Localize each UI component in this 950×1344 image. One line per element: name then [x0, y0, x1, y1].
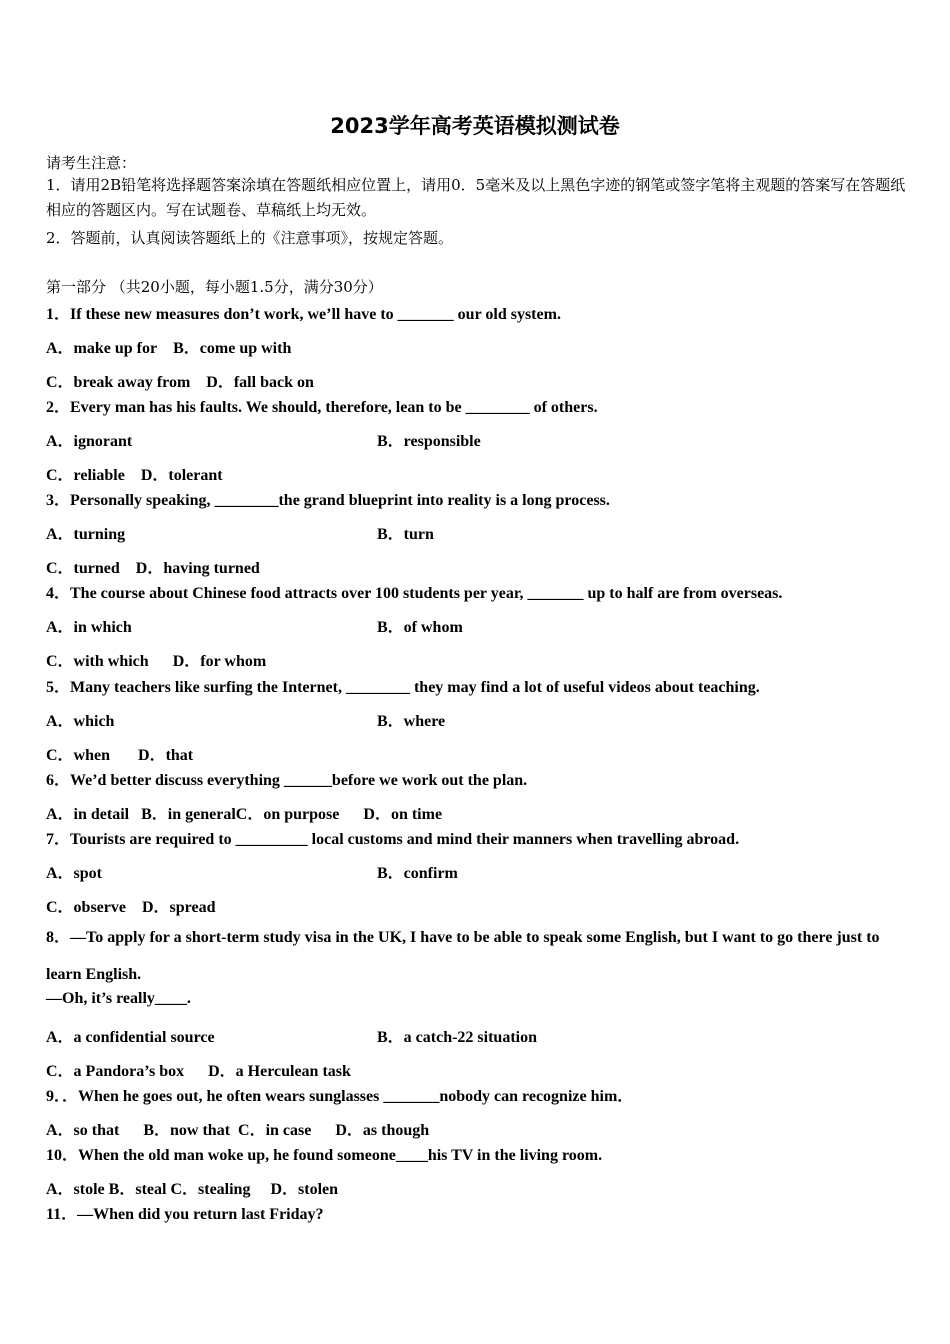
option-c: C．reliable [46, 467, 125, 484]
question-3-options-ab [46, 521, 906, 544]
option-a: A．which [46, 713, 115, 730]
option-c: C．with which [46, 653, 149, 670]
notice-item-1: 1．请用2B铅笔将选择题答案涂填在答题纸相应位置上，请用0．5毫米及以上黑色字迹的钢笔或签字笔将主观题的答案写在答题纸相应的答题区内。写在试题卷、草稿纸上均无效。 [46, 176, 906, 219]
option-b: B．a catch-22 situation [377, 1029, 538, 1046]
question-5-options-cd [46, 742, 193, 765]
option-b: B．turn [377, 526, 434, 543]
option-d: D．stolen [270, 1181, 339, 1198]
question-8-stem: 8．—To apply for a short-term study visa in the UK, I have to be able to speak some English, but I want to go there just to learn English. [46, 929, 880, 983]
question-2-stem: 2．Every man has his faults. We should, therefore, lean to be ________ of others. [46, 399, 598, 416]
question-6-options [46, 801, 442, 824]
question-1-stem: 1．If these new measures don’t work, we’ll have to _______ our old system. [46, 306, 561, 323]
question-1-options-cd [46, 369, 314, 392]
option-a: A．so that [46, 1122, 120, 1139]
option-d: D．as though [335, 1122, 430, 1139]
question-10-stem: 10．When the old man woke up, he found someone____his TV in the living room. [46, 1147, 603, 1164]
option-a: A．ignorant [46, 433, 133, 450]
option-c: C．a Pandora’s box [46, 1063, 185, 1080]
option-b: B．responsible [377, 433, 481, 450]
question-7-stem: 7．Tourists are required to _________ local customs and mind their manners when travelling abroad. [46, 831, 740, 848]
option-b: B．now that [143, 1122, 231, 1139]
option-a: A．make up for [46, 340, 158, 357]
section-heading: 第一部分 （共20小题，每小题1.5分，满分30分） [46, 278, 383, 296]
question-1-options-ab [46, 335, 291, 358]
question-2-options-cd [46, 462, 223, 485]
notice-item-2: 2．答题前，认真阅读答题纸上的《注意事项》，按规定答题。 [46, 229, 454, 247]
question-7-options-cd [46, 894, 216, 917]
option-b: B．of whom [377, 619, 463, 636]
option-c: C．turned [46, 560, 120, 577]
question-11-stem: 11．—When did you return last Friday? [46, 1206, 324, 1223]
option-d: D．a Herculean task [208, 1063, 351, 1080]
question-10-options [46, 1176, 338, 1199]
option-a: A．in detail [46, 806, 130, 823]
question-7-options-ab [46, 860, 906, 883]
option-d: D．fall back on [206, 374, 314, 391]
option-c: C．stealing [170, 1181, 251, 1198]
question-2-options-ab [46, 428, 906, 451]
notice-heading: 请考生注意： [46, 154, 137, 172]
option-c: C．when [46, 747, 111, 764]
option-d: D．spread [142, 899, 216, 916]
option-a: A．spot [46, 865, 103, 882]
option-a: A．turning [46, 526, 126, 543]
option-d: D．having turned [135, 560, 260, 577]
option-a: A．in which [46, 619, 132, 636]
question-4-stem: 4．The course about Chinese food attracts over 100 students per year, _______ up to half are from overseas. [46, 585, 783, 602]
question-3-stem: 3．Personally speaking, ________the grand blueprint into reality is a long process. [46, 492, 610, 509]
question-6-stem: 6．We’d better discuss everything ______before we work out the plan. [46, 772, 528, 789]
option-d: D．that [138, 747, 194, 764]
question-8-options-ab [46, 1024, 906, 1047]
option-b: B．come up with [173, 340, 292, 357]
option-c: C．observe [46, 899, 126, 916]
option-c: C．on purpose [235, 806, 340, 823]
question-9-options [46, 1117, 429, 1140]
option-a: A．stole [46, 1181, 105, 1198]
option-b: B．confirm [377, 865, 458, 882]
question-5-stem: 5．Many teachers like surfing the Internet, ________ they may find a lot of useful videos about teaching. [46, 679, 760, 696]
question-8-options-cd [46, 1058, 351, 1081]
option-d: D．tolerant [140, 467, 223, 484]
page-title: 2023学年高考英语模拟测试卷 [330, 114, 620, 138]
option-c: C．in case [238, 1122, 312, 1139]
option-b: B．steal [108, 1181, 167, 1198]
question-8-reply: —Oh, it’s really____. [46, 990, 191, 1007]
question-4-options-cd [46, 648, 266, 671]
question-5-options-ab [46, 708, 906, 731]
option-c: C．break away from [46, 374, 191, 391]
option-d: D．for whom [172, 653, 267, 670]
option-b: B．where [377, 713, 446, 730]
option-d: D．on time [363, 806, 443, 823]
option-b: B．in general [141, 806, 236, 823]
question-9-stem: 9．．When he goes out, he often wears sunglasses _______nobody can recognize him． [46, 1088, 634, 1105]
option-a: A．a confidential source [46, 1029, 215, 1046]
question-3-options-cd [46, 555, 260, 578]
question-4-options-ab [46, 614, 906, 637]
